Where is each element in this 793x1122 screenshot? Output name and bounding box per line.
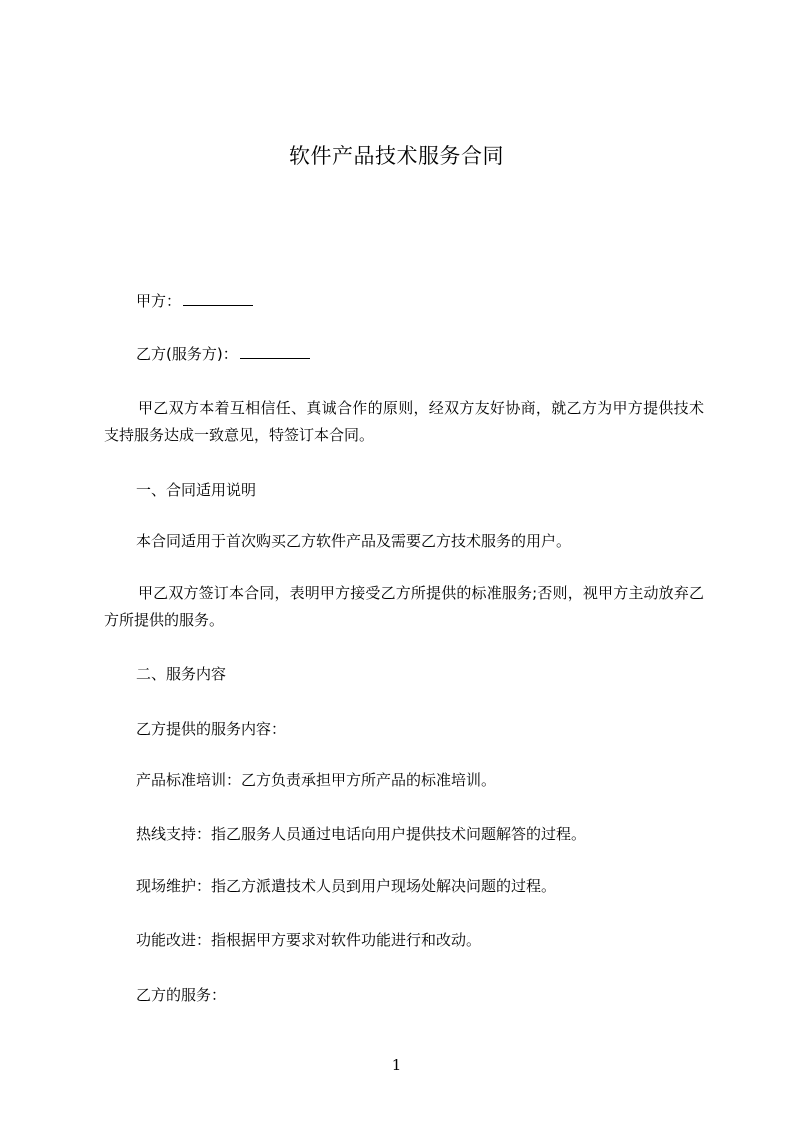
party-a-label: 甲方：: [136, 292, 182, 310]
page-number: 1: [391, 1056, 402, 1074]
section1-paragraph-2: 甲乙双方签订本合同，表明甲方接受乙方所提供的标准服务;否则，视甲方主动放弃乙方所提供的服务。: [104, 584, 704, 629]
section2-heading: 二、服务内容: [136, 665, 227, 683]
service-content-label: 乙方提供的服务内容：: [136, 720, 287, 738]
service-item-improve: 功能改进：指根据甲方要求对软件功能进行和改动。: [136, 931, 482, 949]
service-item-training: 产品标准培训：乙方负责承担甲方所产品的标准培训。: [136, 771, 497, 789]
document-title: 软件产品技术服务合同: [289, 144, 504, 168]
service-item-onsite: 现场维护：指乙方派遣技术人员到用户现场处解决问题的过程。: [136, 877, 557, 895]
party-b-label: 乙方(服务方)：: [136, 345, 238, 363]
service-item-hotline: 热线支持：指乙服务人员通过电话向用户提供技术问题解答的过程。: [136, 825, 587, 843]
party-a-blank: [183, 292, 253, 306]
section1-paragraph-1: 本合同适用于首次购买乙方软件产品及需要乙方技术服务的用户。: [136, 532, 572, 550]
intro-paragraph: 甲乙双方本着互相信任、真诚合作的原则，经双方友好协商，就乙方为甲方提供技术支持服务达成一致意见，特签订本合同。: [104, 399, 704, 444]
section1-heading: 一、合同适用说明: [136, 481, 257, 499]
services-label: 乙方的服务：: [136, 986, 227, 1004]
party-a-line: [136, 291, 253, 311]
party-b-line: [136, 344, 310, 364]
party-b-blank: [240, 345, 310, 359]
